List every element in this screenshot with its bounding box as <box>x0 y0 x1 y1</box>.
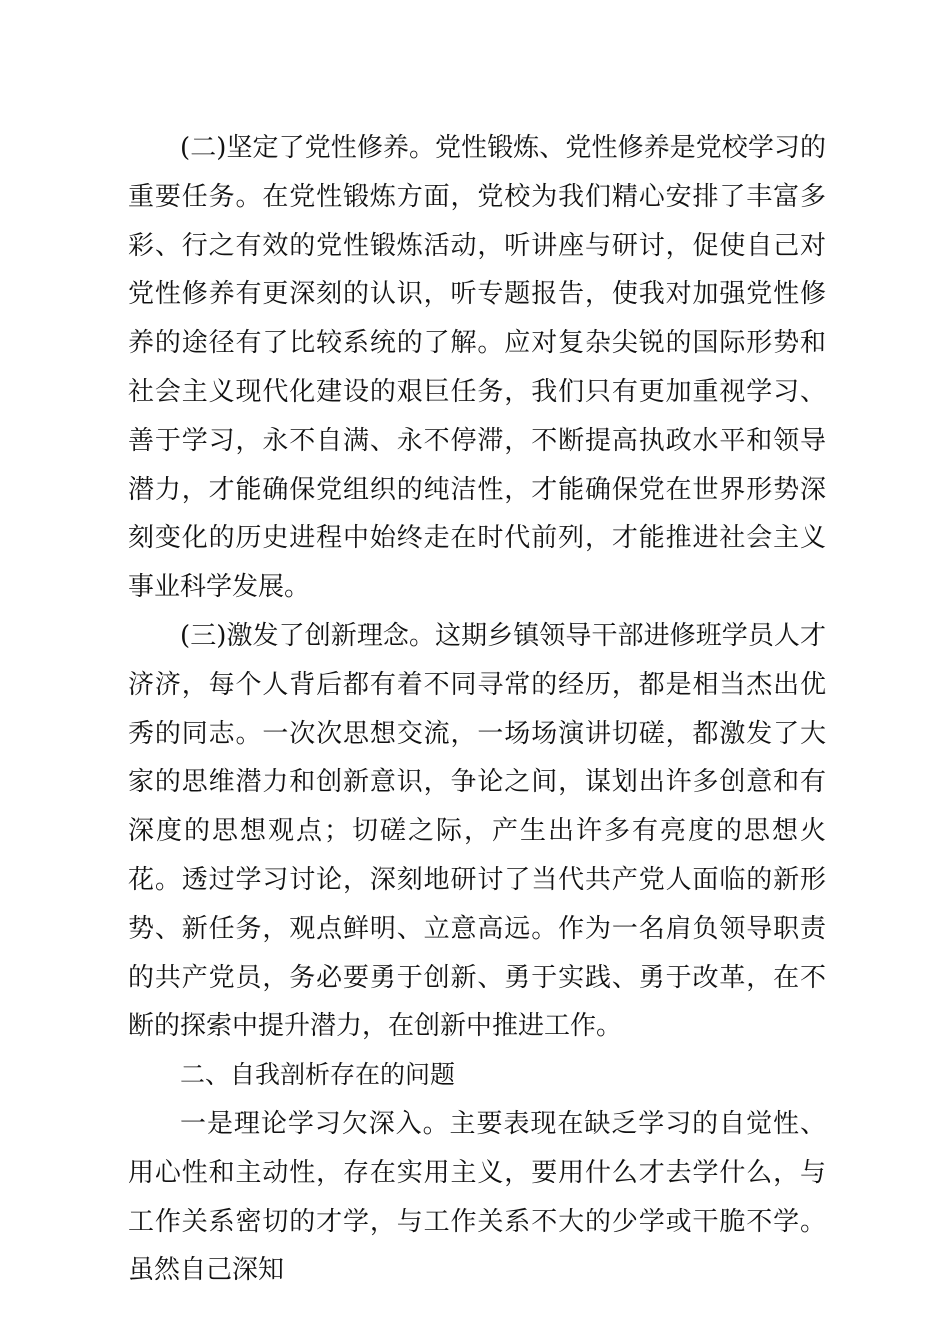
paragraph-theory-study: 一是理论学习欠深入。主要表现在缺乏学习的自觉性、用心性和主动性，存在实用主义，要用什么才去学什么，与工作关系密切的才学，与工作关系不大的少学或干脆不学。虽然自己深知 <box>128 1108 826 1286</box>
paragraph-innovation: (三)激发了创新理念。这期乡镇领导干部进修班学员人才济济，每个人背后都有着不同寻常的经历，都是相当杰出优秀的同志。一次次思想交流，一场场演讲切磋，都激发了大家的思维潜力和创新意识，争论之间，谋划出许多创意和有深度的思想观点；切磋之际，产生出许多有亮度的思想火花。透过学习讨论，深刻地研讨了当代共产党人面临的新形势、新任务，观点鲜明、立意高远。作为一名肩负领导职责的共产党员，务必要勇于创新、勇于实践、勇于改革，在不断的探索中提升潜力，在创新中推进工作。 <box>128 620 826 1042</box>
paragraph-party-spirit: (二)坚定了党性修养。党性锻炼、党性修养是党校学习的重要任务。在党性锻炼方面，党校为我们精心安排了丰富多彩、行之有效的党性锻炼活动，听讲座与研讨，促使自己对党性修养有更深刻的认识，听专题报告，使我对加强党性修养的途径有了比较系统的了解。应对复杂尖锐的国际形势和社会主义现代化建设的艰巨任务，我们只有更加重视学习、善于学习，永不自满、永不停滞，不断提高执政水平和领导潜力，才能确保党组织的纯洁性，才能确保党在世界形势深刻变化的历史进程中始终走在时代前列，才能推进社会主义事业科学发展。 <box>128 133 826 603</box>
section-heading: 二、自我剖析存在的问题 <box>180 1060 456 1090</box>
document-body <box>128 124 826 1295</box>
